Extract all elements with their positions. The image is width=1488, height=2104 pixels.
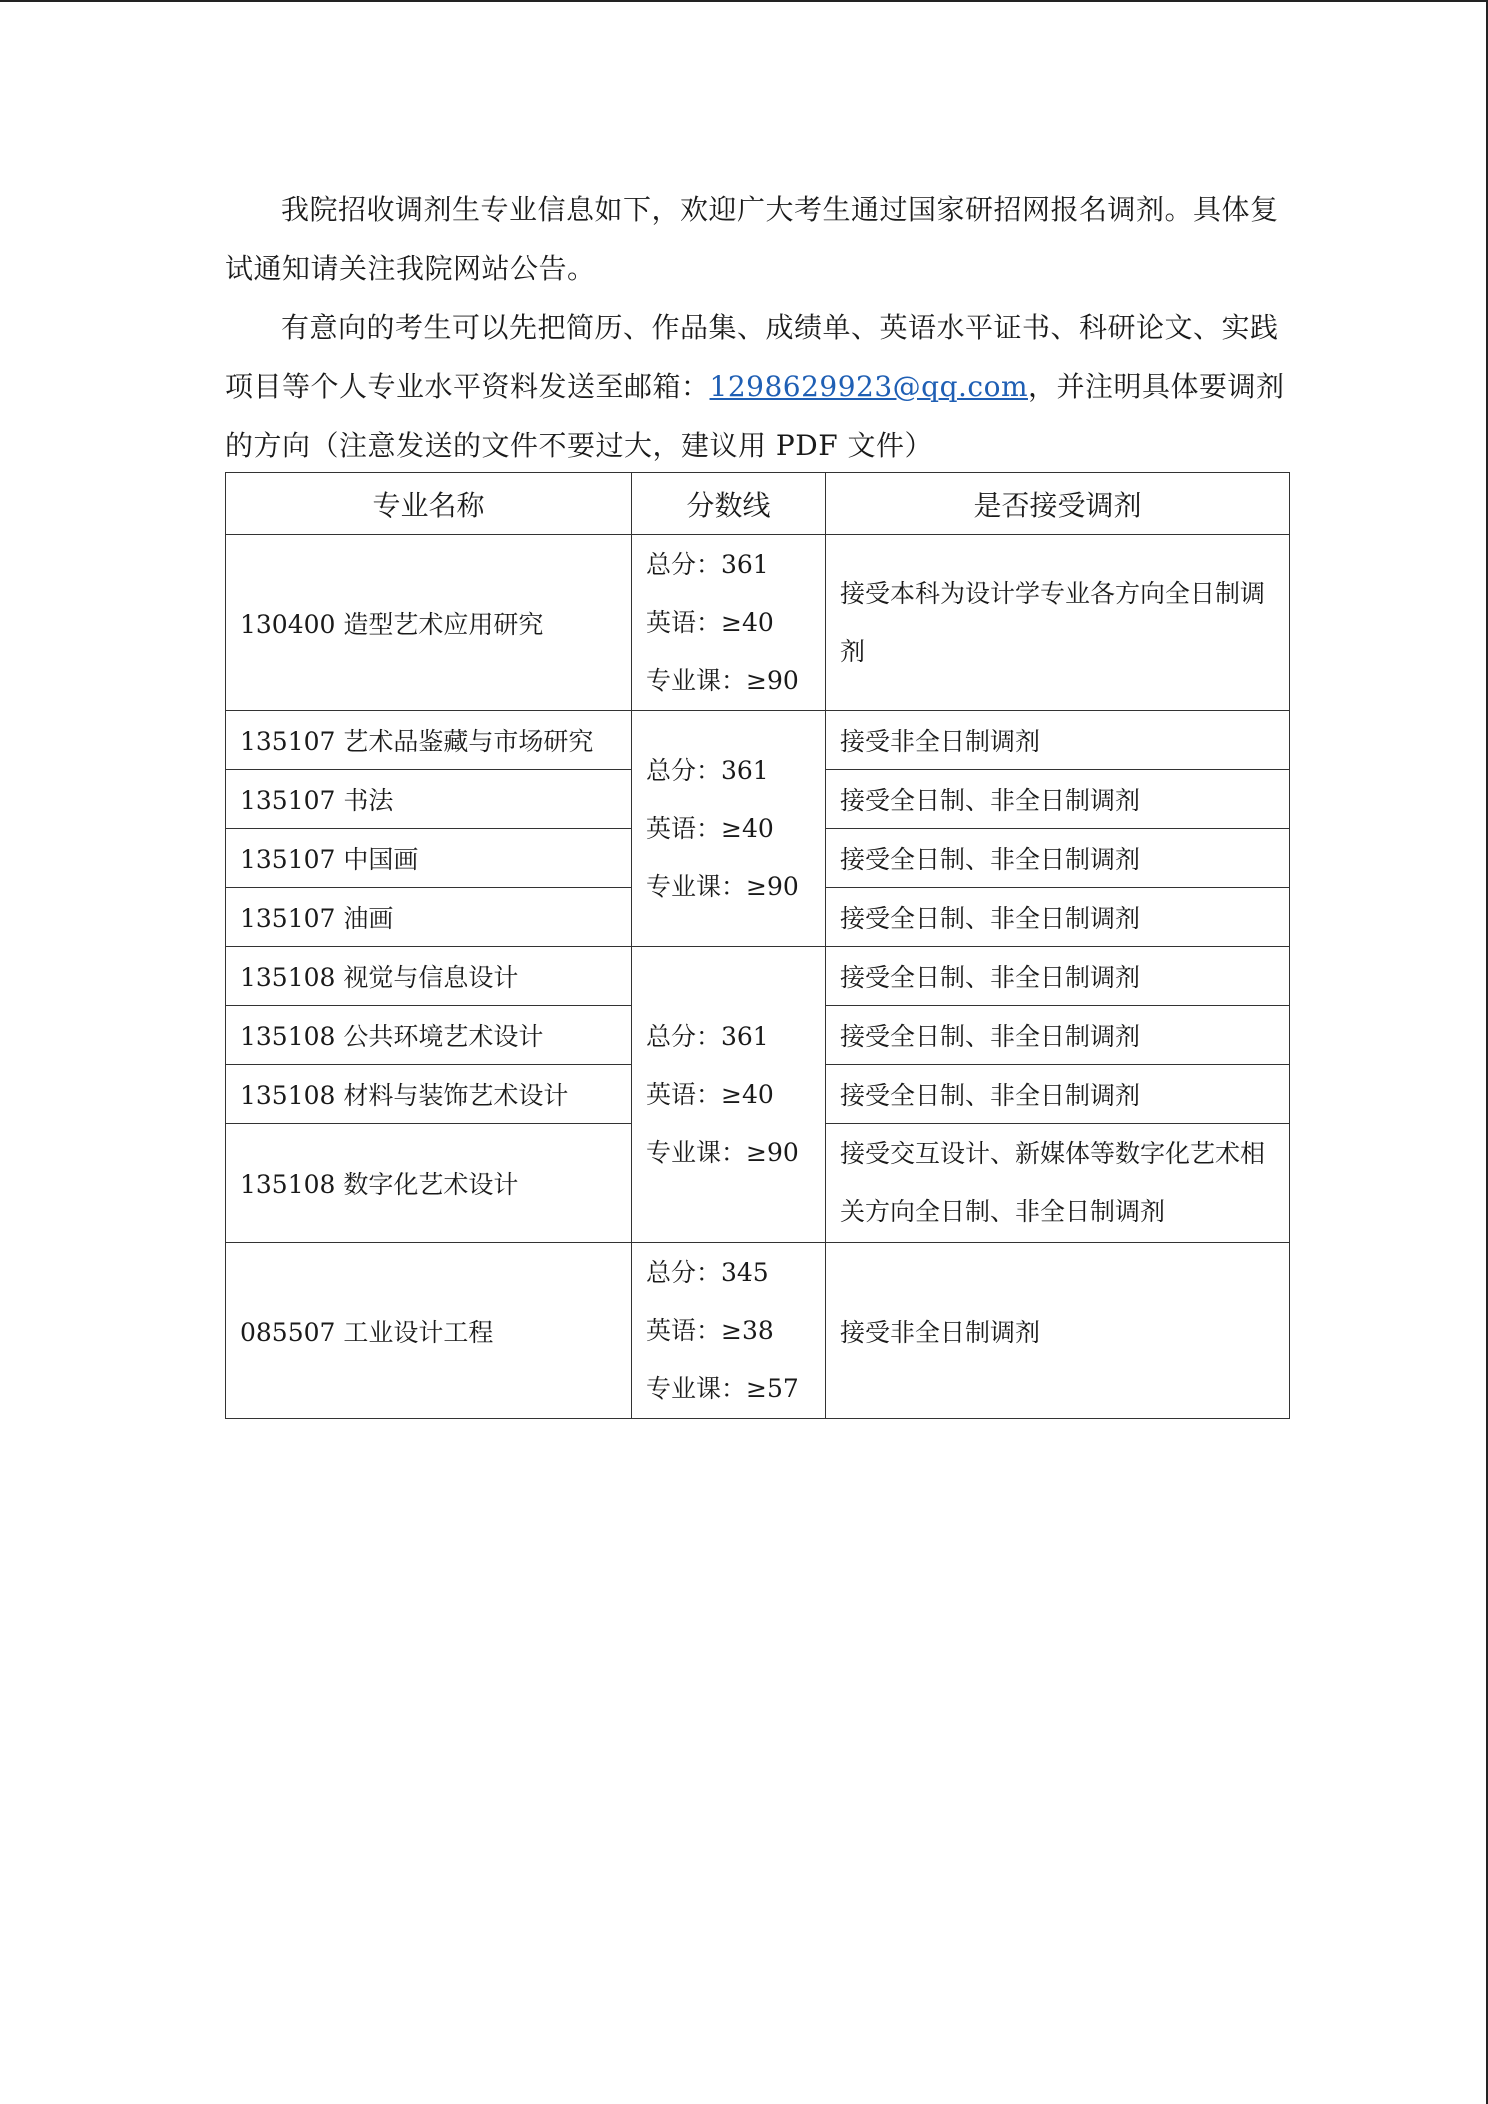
major-name-cell: 085507 工业设计工程: [226, 1243, 632, 1419]
page-top-border: [0, 0, 1488, 2]
accept-cell: 接受全日制、非全日制调剂: [826, 1006, 1290, 1065]
accept-cell: 接受全日制、非全日制调剂: [826, 829, 1290, 888]
major-name-cell: 135108 材料与装饰艺术设计: [226, 1065, 632, 1124]
intro-paragraph-2-end: ，并注明具体要调剂的方向（注意发送的文件不要过大，建议用 PDF 文件）: [225, 370, 1285, 462]
score-major-course: 专业课：≥90: [646, 1137, 799, 1167]
major-name-cell: 135107 艺术品鉴藏与市场研究: [226, 711, 632, 770]
intro-paragraph-1: 我院招收调剂生专业信息如下，欢迎广大考生通过国家研招网报名调剂。具体复试通知请关注我院网站公告。: [225, 193, 1279, 285]
score-major-course: 专业课：≥90: [646, 871, 799, 901]
score-english: 英语：≥38: [646, 1315, 774, 1345]
majors-table: [225, 472, 1290, 1419]
score-english: 英语：≥40: [646, 813, 774, 843]
accept-cell: 接受非全日制调剂: [826, 1243, 1290, 1419]
score-english: 英语：≥40: [646, 1079, 774, 1109]
score-line-cell: [632, 947, 826, 1243]
score-total: 总分：361: [646, 1021, 769, 1051]
header-accept-transfer: 是否接受调剂: [826, 473, 1290, 535]
table-row: [226, 947, 1290, 1006]
major-name-cell: 135107 油画: [226, 888, 632, 947]
accept-cell: 接受交互设计、新媒体等数字化艺术相关方向全日制、非全日制调剂: [826, 1124, 1290, 1243]
intro-paragraph-2-start: 有意向的考生可以先把简历、作品集、成绩单、英语水平证书、科研论文、实践项目等个人专业水平资料发送至邮箱：: [225, 311, 1279, 403]
table-row: [226, 535, 1290, 711]
header-score-line: 分数线: [632, 473, 826, 535]
accept-cell: 接受本科为设计学专业各方向全日制调剂: [826, 535, 1290, 711]
major-name-cell: 135108 数字化艺术设计: [226, 1124, 632, 1243]
accept-cell: 接受全日制、非全日制调剂: [826, 947, 1290, 1006]
accept-cell: 接受全日制、非全日制调剂: [826, 888, 1290, 947]
table-row: [226, 1243, 1290, 1419]
score-line-cell: [632, 535, 826, 711]
major-name-cell: 135108 公共环境艺术设计: [226, 1006, 632, 1065]
header-major-name: 专业名称: [226, 473, 632, 535]
score-line-cell: [632, 711, 826, 947]
major-name-cell: 130400 造型艺术应用研究: [226, 535, 632, 711]
score-major-course: 专业课：≥90: [646, 665, 799, 695]
intro-text: [225, 180, 1290, 475]
accept-cell: 接受全日制、非全日制调剂: [826, 1065, 1290, 1124]
major-name-cell: 135107 中国画: [226, 829, 632, 888]
intro-paragraph-2: [225, 298, 1290, 475]
score-english: 英语：≥40: [646, 607, 774, 637]
score-total: 总分：361: [646, 755, 769, 785]
email-link[interactable]: 1298629923@qq.com: [709, 370, 1028, 403]
table-header-row: [226, 473, 1290, 535]
score-total: 总分：345: [646, 1257, 769, 1287]
score-total: 总分：361: [646, 549, 769, 579]
score-line-cell: [632, 1243, 826, 1419]
major-name-cell: 135108 视觉与信息设计: [226, 947, 632, 1006]
score-major-course: 专业课：≥57: [646, 1373, 799, 1403]
table-row: [226, 711, 1290, 770]
major-name-cell: 135107 书法: [226, 770, 632, 829]
accept-cell: 接受全日制、非全日制调剂: [826, 770, 1290, 829]
accept-cell: 接受非全日制调剂: [826, 711, 1290, 770]
